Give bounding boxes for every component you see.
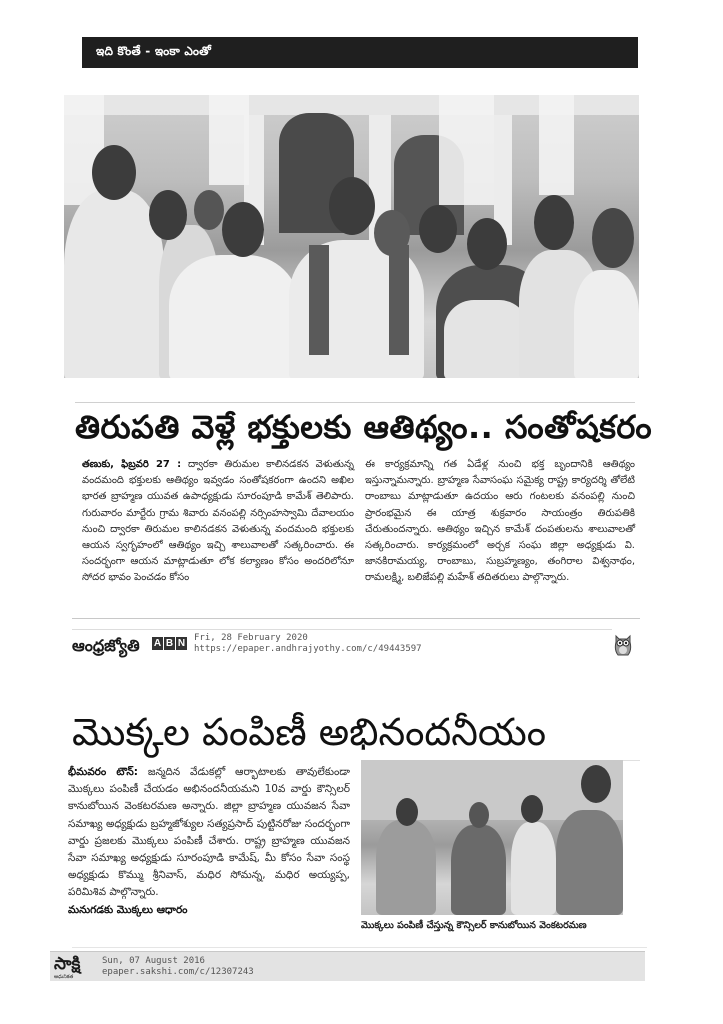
article2-dateline: భీమవరం టౌన్: [68,766,138,778]
article1-column-2 [365,457,635,587]
article2-headline: మొక్కల పంపిణీ అభినందనీయం [72,710,547,754]
source-url[interactable]: https://epaper.andhrajyothy.com/c/49443597 [194,644,422,654]
article1-body-1: ద్వారకా తిరుమల కాలినడకన వెళుతున్న వందమంది భక్తులకు ఆతిథ్యం ఇవ్వడం సంతోషకరంగా ఉందని అఖిల భారత బ్రాహ్మణ యువత ఉపాధ్యక్షుడు సూరంపూడి కామేశ్ తెలిపారు. గురువారం మార్టేరు గ్రామ శివారు వనంపల్లి నర్సింహస్వామి దేవాలయం నుంచి ద్వారకా తిరుమల కాలినడకన వెళుతున్న వందమంది భక్తులకు ఆయన స్వగృహంలో ఆతిథ్యం ఇచ్చి శాలువాలతో సత్కరించారు. ఈ సందర్భంగా ఆయన మాట్లాడుతూ లోక కల్యాణం కోసం అందరిలోనూ సోదర భావం పెంచడం కోసం [82,459,354,584]
divider [72,618,640,619]
article2-photo-caption: మొక్కలు పంపిణీ చేస్తున్న కౌన్సిలర్ కానుబోయిన వెంకటరమణ [361,920,587,931]
source-date: Fri, 28 February 2020 [194,633,308,643]
andhrajyothy-logo: ఆంధ్రజ్యోతి [72,636,140,655]
article1-column-1 [82,457,354,587]
article2-body [68,764,350,919]
article1-body-2: ఈ కార్యక్రమాన్ని గత ఏడేళ్ల నుంచి భక్త బృందానికి ఆతిథ్యం ఇస్తున్నామన్నారు. బ్రాహ్మణ సేవాసంఘ సమైక్య రాష్ట్ర కార్యదర్శి తోలేటి రాంబాబు మాట్లాడుతూ ఉదయం ఆరు గంటలకు వనంపల్లి నుంచి ప్రారంభమైన ఈ యాత్ర శుక్రవారం సాయంత్రం తిరుపతికి చేరుతుందన్నారు. ఆతిథ్యం ఇచ్చిన కామేశ్ దంపతులను శాలువాలతో సత్కరించారు. కార్యక్రమంలో అర్చక సంఘ జిల్లా అధ్యక్షుడు వి. జానకిరామయ్య, రాంబాబు, సుబ్రహ్మణ్యం, తంగిరాల విశ్వనాథం, రామలక్ష్మి, బలిజేపల్లి మహేశ్ తదితరులు పాల్గొన్నారు. [365,459,635,584]
article2-source-bar [50,951,645,981]
sakshi-logo: సాక్షి ఆధునికత [54,954,81,980]
article1-dateline: తణుకు, ఫిబ్రవరి 27 : [82,459,182,470]
article2-subheading: మనుగడకు మొక్కలు ఆధారం [68,903,188,916]
divider [72,947,647,948]
source-meta [102,956,254,978]
article1-headline: తిరుపతి వెళ్లే భక్తులకు ఆతిథ్యం.. సంతోషకరం [75,408,653,446]
section-banner [82,37,638,68]
article1-source-bar [72,630,642,660]
source-date: Sun, 07 August 2016 [102,956,205,966]
banner-title: ఇది కొంతే - ఇంకా ఎంతో [96,44,212,58]
divider [75,402,635,403]
owl-icon [612,632,634,658]
source-url[interactable]: epaper.sakshi.com/c/12307243 [102,967,254,977]
article1-photo [64,95,639,378]
article2-photo [361,760,623,915]
abn-badge: A B N [153,638,186,649]
source-meta [194,633,422,655]
article2-body-text: జన్మదిన వేడుకల్లో ఆర్భాటాలకు తావులేకుండా మొక్కలు పంపిణీ చేయడం అభినందనీయమని 10వ వార్డు కౌన్సిలర్ కానుబోయిన వెంకటరమణ అన్నారు. జిల్లా బ్రాహ్మణ యువజన సేవా సమాఖ్య అధ్యక్షుడు బ్రహ్మజోశ్యుల సత్యప్రసాద్ పుట్టినరోజు సందర్భంగా వార్డు ప్రజలకు మొక్కలు పంపిణీ చేశారు. రాష్ట్ర బ్రాహ్మణ యువజన సేవా సమాఖ్య అధ్యక్షుడు సూరంపూడి కామేష్, మీ కోసం సేవా సంస్థ అధ్యక్షుడు కొమ్ము శ్రీనివాస్, మధిర సోమన్న, మధిర అయ్యప్ప, పరిమిశివ పాల్గొన్నారు. [68,766,350,899]
sakshi-tagline: ఆధునికత [54,974,74,980]
